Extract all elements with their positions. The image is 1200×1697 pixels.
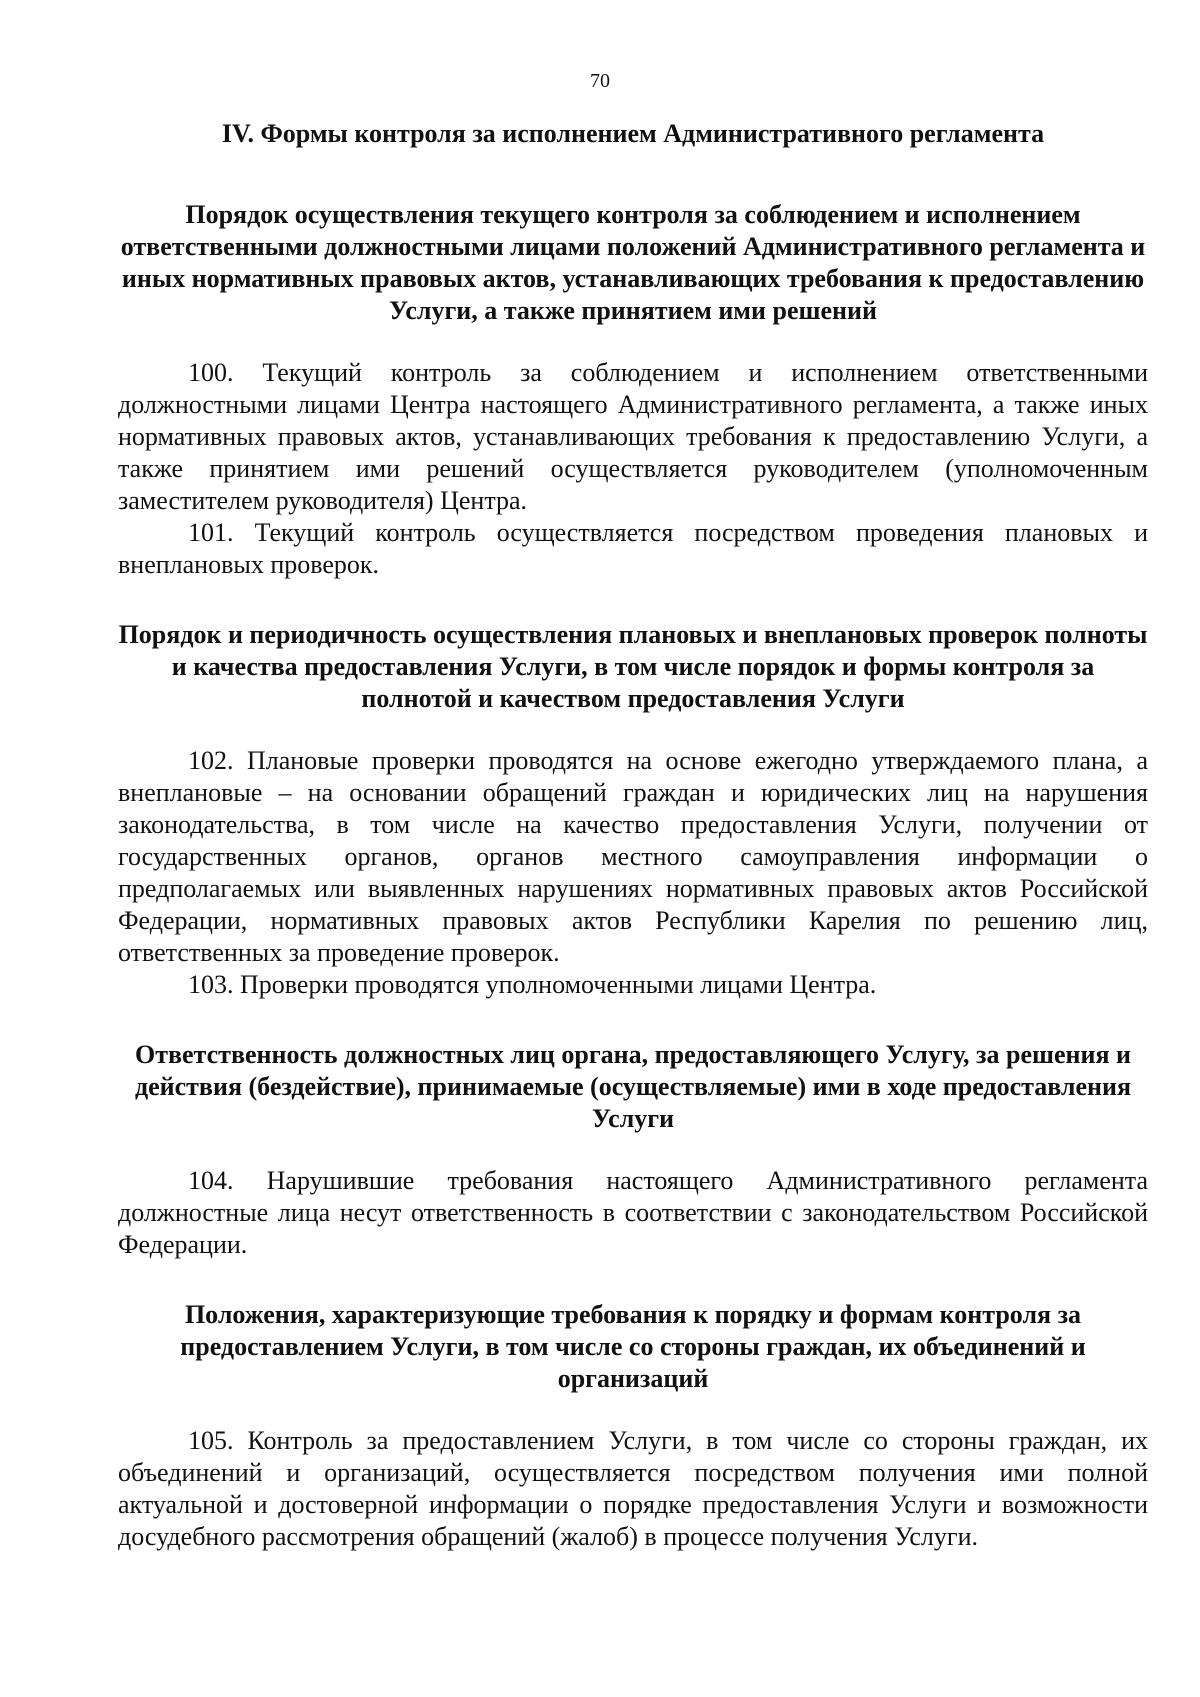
paragraph-102: 102. Плановые проверки проводятся на основе ежегодно утверждаемого плана, а внеплановые – на основании обращений граждан и юридических лиц на нарушения законодательства, в том числе на качество предоставления Услуги, получении от государственных органов, органов местного самоуправления информации о предполагаемых или выявленных нарушениях нормативных правовых актов Российской Федерации, нормативных правовых актов Республики Карелия по решению лиц, ответственных за проведение проверок. <box>118 746 1148 967</box>
paragraph-100: 100. Текущий контроль за соблюдением и исполнением ответственными должностными лицами Центра настоящего Административного регламента, а также иных нормативных правовых актов, устанавливающих требования к предоставлению Услуги, а также принятием ими решений осуществляется руководителем (уполномоченным заместителем руководителя) Центра. <box>118 358 1148 515</box>
section-heading-current-control: Порядок осуществления текущего контроля за соблюдением и исполнением ответственными должностными лицами положений Административного регламента и иных нормативных правовых актов, устанавливающих требования к предоставлению Услуги, а также принятием ими решений <box>120 200 1146 325</box>
document-body <box>118 118 1148 1553</box>
section-heading-responsibility: Ответственность должностных лиц органа, предоставляющего Услугу, за решения и действия (бездействие), принимаемые (осуществляемые) ими в ходе предоставления Услуги <box>134 1040 1132 1133</box>
paragraph-104: 104. Нарушившие требования настоящего Административного регламента должностные лица несут ответственность в соответствии с законодательством Российской Федерации. <box>118 1166 1148 1259</box>
paragraph-105: 105. Контроль за предоставлением Услуги, в том числе со стороны граждан, их объединений и организаций, осуществляется посредством получения ими полной актуальной и достоверной информации о порядке предоставления Услуги и возможности досудебного рассмотрения обращений (жалоб) в процессе получения Услуги. <box>118 1426 1148 1551</box>
paragraph-101: 101. Текущий контроль осуществляется посредством проведения плановых и внеплановых проверок. <box>118 518 1148 579</box>
section-heading-inspections: Порядок и периодичность осуществления плановых и внеплановых проверок полноты и качества предоставления Услуги, в том числе порядок и формы контроля за полнотой и качеством предоставления Услуги <box>118 620 1148 713</box>
page-number: 70 <box>590 70 610 92</box>
paragraph-103: 103. Проверки проводятся уполномоченными лицами Центра. <box>188 970 877 999</box>
chapter-title: IV. Формы контроля за исполнением Административного регламента <box>221 119 1045 148</box>
section-heading-public-control: Положения, характеризующие требования к порядку и формам контроля за предоставлением Услуги, в том числе со стороны граждан, их объединений и организаций <box>180 1300 1086 1393</box>
